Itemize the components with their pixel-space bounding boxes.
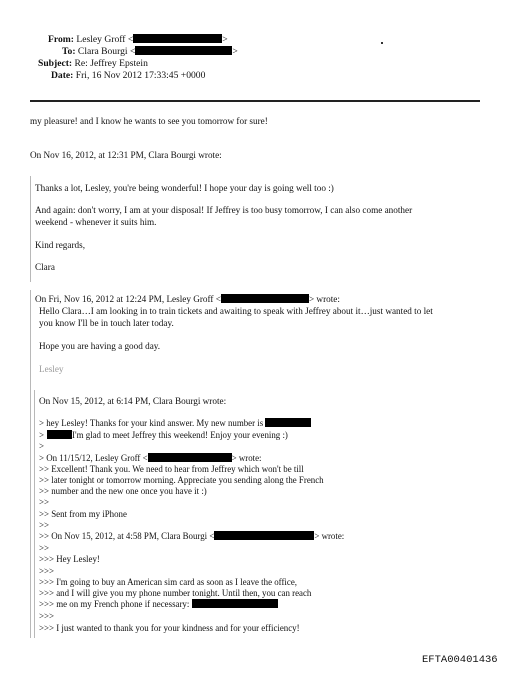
q3-line: >> later tonight or tomorrow morning. Appreciate you sending along the French: [39, 475, 324, 485]
q3-line: >>> Hey Lesley!: [39, 554, 100, 564]
q2-signature: Lesley: [39, 364, 64, 374]
q3-line: >>>: [39, 611, 55, 621]
q3-line: > hey Lesley! Thanks for your kind answer. My new number is: [39, 418, 311, 428]
q3-line: >>> and I will give you my phone number tonight. Until then, you can reach: [39, 588, 312, 598]
q2-line: Hope you are having a good day.: [39, 341, 161, 351]
redaction-box: [192, 599, 278, 608]
q3-line: >>: [39, 497, 50, 507]
redaction-box: [265, 418, 311, 427]
from-value: Lesley Groff <: [76, 34, 134, 45]
q3-line: >> Excellent! Thank you. We need to hear from Jeffrey which won't be till: [39, 464, 304, 474]
q1-line: Kind regards,: [35, 240, 86, 250]
subject-value: Re: Jeffrey Epstein: [74, 58, 148, 69]
redaction-box: [135, 46, 232, 55]
q2-line: Hello Clara…I am looking in to train tickets and awaiting to speak with Jeffrey about it…just wanted to let: [39, 306, 433, 316]
q3-line: >>: [39, 543, 50, 553]
speck-dot: [381, 42, 383, 44]
from-label: From:: [48, 34, 74, 45]
q3-line: >> Sent from my iPhone: [39, 509, 127, 519]
q1-line: weekend - whenever it suits him.: [35, 217, 157, 227]
to-value: Clara Bourgi <: [77, 46, 136, 57]
q2-header: On Fri, Nov 16, 2012 at 12:24 PM, Lesley Groff < > wrote:: [35, 294, 340, 304]
redaction-box: [47, 430, 72, 439]
q3-line: >>: [39, 520, 50, 530]
q3-line: >>> I just wanted to thank you for your kindness and for your efficiency!: [39, 623, 300, 633]
quote1-header: On Nov 16, 2012, at 12:31 PM, Clara Bourgi wrote:: [30, 150, 222, 160]
q3-line: >> On Nov 15, 2012, at 4:58 PM, Clara Bourgi < > wrote:: [39, 531, 345, 541]
q2-line: you know I'll be in touch later today.: [39, 318, 174, 328]
q3-line: >>>: [39, 566, 55, 576]
q3-line: >>> I'm going to buy an American sim card as soon as I leave the office,: [39, 577, 297, 587]
q3-line: >: [39, 441, 45, 451]
q3-line: > On 11/15/12, Lesley Groff < > wrote:: [39, 453, 262, 463]
subject-label: Subject:: [38, 58, 73, 69]
from-row: From: Lesley Groff < >: [48, 34, 228, 45]
q3-line: >>> me on my French phone if necessary:: [39, 599, 278, 609]
quote-bar: [34, 390, 35, 638]
to-row: To: Clara Bourgi < >: [62, 46, 238, 57]
q3-header: On Nov 15, 2012, at 6:14 PM, Clara Bourgi wrote:: [39, 396, 227, 406]
q1-line: Clara: [35, 262, 55, 272]
date-label: Date:: [51, 70, 74, 81]
q1-line: And again: don't worry, I am at your disposal! If Jeffrey is too busy tomorrow, I can also come another: [35, 205, 413, 215]
q3-line: >> number and the new one once you have it :): [39, 486, 207, 496]
to-label: To:: [62, 46, 76, 57]
quote-bar: [30, 176, 31, 282]
header-divider: [30, 100, 480, 102]
q1-line: Thanks a lot, Lesley, you're being wonderful! I hope your day is going well too :): [35, 183, 334, 193]
quote-bar: [30, 290, 31, 638]
reply-text: my pleasure! and I know he wants to see you tomorrow for sure!: [30, 116, 268, 126]
redaction-box: [133, 34, 222, 43]
redaction-box: [148, 453, 232, 462]
document-id: EFTA00401436: [422, 654, 498, 666]
date-row: [51, 70, 205, 81]
subject-row: [38, 58, 148, 69]
q3-line: > I'm glad to meet Jeffrey this weekend! Enjoy your evening :): [39, 430, 288, 440]
date-value: Fri, 16 Nov 2012 17:33:45 +0000: [75, 70, 206, 81]
redaction-box: [221, 294, 309, 303]
redaction-box: [214, 531, 314, 540]
